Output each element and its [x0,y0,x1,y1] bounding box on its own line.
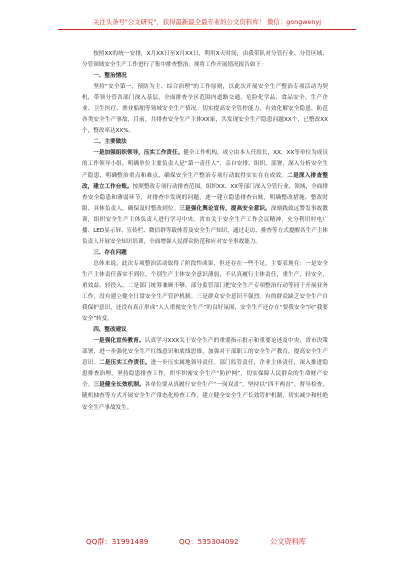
point-body: 各单位要从真履行安全生产“一岗双责”，坚持以“四不两直”、督导检查、随机抽查等方式开展安全生产常态化检查工作，建立健全安全生产长效管护机制，切实减少和杜绝安全生产事故发生。 [82,382,328,411]
section-heading-2: 二、主要做法 [93,139,127,146]
section-1-paragraph: 坚持“安全第一、预防为主、综合治理”的工作原则，以此次开展安全生产整治专项活动为契机，带领分管各部门深入基层，全面排查全区范围内道路交通、危险化学品、食品安全、生产企业、卫生医疗、渔业船舶等领域安全生产情况。切实提高安全管控能力，有效化解安全隐患，防范各类安全生产事故，目前，共排查安全生产主体XX家，共发现安全生产隐患问题XX个，已整改XX个，整改率达XX%。 [82,84,328,135]
document-body [82,49,328,524]
section-heading-3: 三、存在问题 [93,249,127,256]
point-body: 按照整改专项行动排查范围，组织XX、XX等部门深入分管行业、领域，全面排查安全隐患和薄弱环节，对排查中发现的问题，逐一建立隐患排查台账，明确整改措施、整改时限、具体负责人，确保及时整改到位。 [82,183,328,212]
point-lead: 一是加强组织领导，压实工作责任。 [93,150,184,157]
point-body: 认真学习XXX关于安全生产的重要指示批示和重要论述及中央、省市决策部署，进一步强化安全生产红线意识和底线思维，加强对干部职工的安全生产教育，提高安全生产意识。 [82,338,328,367]
point-lead: 三是强化舆论宣传，提高安全意识。 [179,205,271,212]
section-2-paragraph [82,148,328,247]
point-lead: 二是深入排查整改，建立工作台账。 [82,172,328,190]
footer-qq-contact: QQ：535304092 [179,537,239,546]
section-heading-1: 一、整治情况 [93,73,127,80]
intro-paragraph: 按照XX的统一安排，X月XX日至X月XX日，利用X天时间，由我带队对分管行业、分管区域、分管领域安全生产工作进行了集中排查整治，现将工作开展情况报告如下： [82,51,328,69]
point-body: 健全工作机构，成立由本人任组长，XX、XX等单位为成员的工作领导小组，明确单位主要负责人是“第一责任人”，亲自安排、组织、部署，深入分析安全生产隐患，明确整治重点和难点，确保安全生产整治专项行动取得实实在在成效。 [82,150,328,179]
footer-qq-group: QQ群：31991489 [86,537,149,546]
point-body: 深刻践致远警发事故教训，组织安全生产主体负责人进行学习中央、省市关于安全生产工作会议精神，充分利用村电广播、LED显示屏、宣传栏、微信群等载体普及安全生产知识，通过走访、排查等方式提醒各生产主体负责人开展安全知识培训，全面增强人民群众防范和应对安全事故能力。 [82,205,328,245]
header-divider [58,29,356,30]
section-3-paragraph: 总体来说，此次专项整治活动取得了阶段性成果，但还存在一些不足，主要表现在：一是安全生产主体责任落实不到位。个别生产主体安全意识薄弱，不认真履行主体责任，重生产、轻安全，重效益、轻投入，二是部门统筹兼顾不够。部分监管部门把安全生产专项整治行动等同于开展业务工作，没有建立健全日常安全生产管护机制。三是群众安全意识不强烈。有的群众缺乏安全生产自我保护意识，还没有真正形成“人人重视安全生产”的良好氛围，安全生产还存在“要我安全”向“我要安全”转变。 [82,260,328,323]
point-body: 进一步压实属地领导责任、部门监管责任，企业主体责任，深入推进隐患排查治理，坚持隐患排查工作，织牢织密安全生产“防护网”，切实保障人民群众的生命财产安全。 [82,360,328,389]
footer-site-name: 公文资料库 [270,537,306,546]
point-lead: 一是强化宣传教育。 [93,338,145,345]
point-lead: 三是健全长效机制。 [93,382,145,389]
section-heading-4: 四、整改建议 [93,327,127,334]
point-lead: 二是压实工作责任。 [99,360,151,367]
header-banner: 关注头条号"公文研究"，获得最新最全最专业的公文资料库！ 微信：gongwenyj [92,18,322,26]
section-4-paragraph [82,336,328,413]
